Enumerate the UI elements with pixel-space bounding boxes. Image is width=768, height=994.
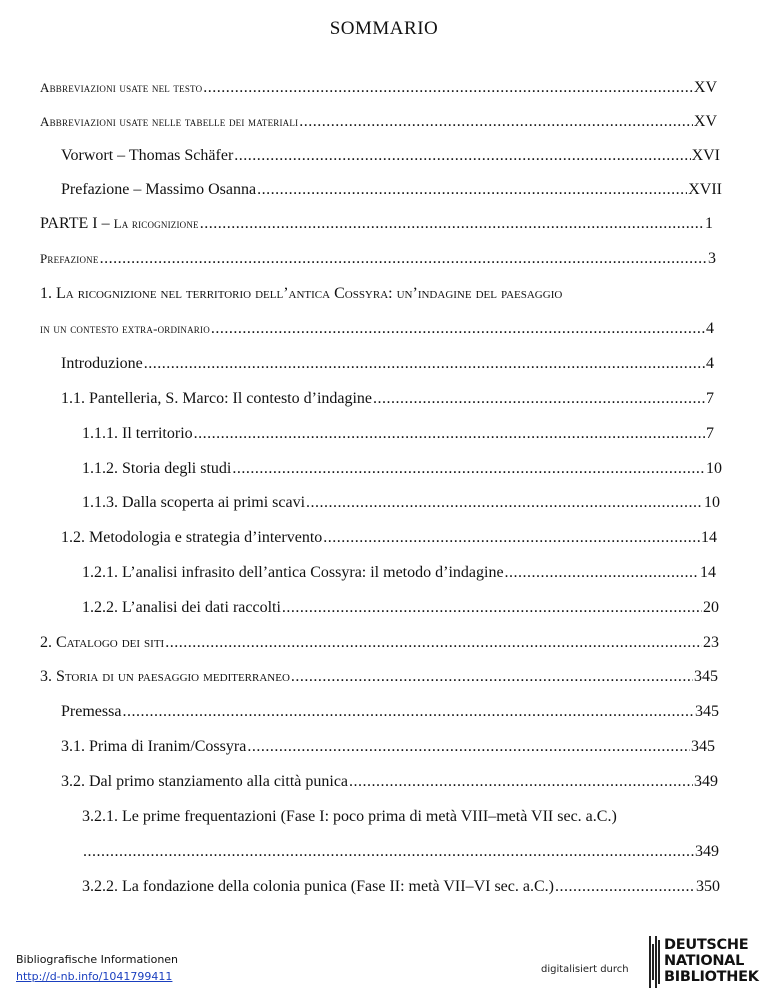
toc-entry: [82, 843, 719, 861]
toc-leader: [83, 843, 694, 861]
toc-entry-page: 23: [703, 634, 719, 651]
part-number: PARTE I –: [40, 215, 114, 232]
toc-leader: [291, 668, 693, 686]
toc-entry: [40, 79, 717, 97]
toc-entry-page: 10: [704, 494, 720, 511]
bibliographic-info: [16, 951, 178, 985]
toc-entry-label: Prefazione – Massimo Osanna: [61, 181, 257, 198]
toc-entry-page: 345: [695, 703, 719, 720]
toc-entry-label: 2. Catalogo dei siti: [40, 634, 165, 651]
toc-entry-page: 14: [701, 529, 717, 546]
toc-entry-page: 349: [695, 843, 719, 860]
toc-entry-label: 1.1.2. Storia degli studi: [82, 460, 232, 477]
toc-entry-page: XVII: [688, 181, 722, 198]
toc-entry-page: XV: [693, 113, 717, 130]
toc-entry: [40, 320, 714, 338]
toc-leader: [203, 79, 693, 97]
toc-leader: [194, 425, 705, 443]
toc-leader: [122, 703, 694, 721]
toc-entry-label: 1. La ricognizione nel territorio dell’antica Cossyra: un’indagine del paesaggio: [40, 285, 563, 302]
dnb-logo-line1: DEUTSCHE: [664, 937, 749, 953]
toc-entry: [82, 564, 716, 582]
toc-leader: [323, 529, 700, 547]
dnb-logo-line3: BIBLIOTHEK: [664, 969, 759, 985]
toc-entry: [40, 634, 719, 652]
toc-entry: [40, 113, 717, 131]
toc-entry-page: 345: [694, 668, 718, 685]
toc-leader: [211, 320, 705, 338]
toc-entry-page: 1: [705, 215, 713, 232]
toc-entry: [61, 738, 715, 756]
toc-entry-heading: [82, 808, 722, 826]
toc-entry: [61, 390, 714, 408]
toc-entry-label: Introduzione: [61, 355, 143, 372]
toc-entry-page: XV: [693, 79, 717, 96]
toc-leader: [100, 250, 707, 268]
toc-entry-heading: [40, 285, 730, 303]
dnb-logo: [649, 936, 759, 988]
toc-entry-page: 10: [706, 460, 722, 477]
toc-entry: [61, 147, 720, 165]
toc-leader: [247, 738, 690, 756]
toc-leader: [232, 460, 705, 478]
toc-entry-page: 7: [706, 390, 714, 407]
toc-entry-label: in un contesto extra-ordinario: [40, 321, 210, 336]
toc-entry: [40, 215, 713, 233]
toc-entry-page: 20: [703, 599, 719, 616]
toc-leader: [299, 113, 693, 131]
page-title: SOMMARIO: [329, 18, 439, 39]
toc-entry: [82, 599, 719, 617]
toc-leader: [257, 181, 687, 199]
toc-entry-label: Abbreviazioni usate nel testo: [40, 80, 203, 95]
dnb-logo-bars-icon: [649, 936, 662, 988]
toc-entry-page: 4: [706, 355, 714, 372]
toc-entry-label: Prefazione: [40, 251, 99, 266]
toc-entry: [61, 529, 717, 547]
toc-entry-page: 345: [691, 738, 715, 755]
toc-entry: [61, 703, 719, 721]
toc-entry-label: Premessa: [61, 703, 122, 720]
toc-entry-label: 3.1. Prima di Iranim/Cossyra: [61, 738, 247, 755]
toc-entry-page: 7: [706, 425, 714, 442]
toc-entry: [82, 494, 720, 512]
toc-entry-label: Vorwort – Thomas Schäfer: [61, 147, 234, 164]
toc-entry: [82, 878, 720, 896]
toc-entry-page: 3: [708, 250, 716, 267]
toc-entry: [82, 460, 722, 478]
toc-entry-label: 1.2. Metodologia e strategia d’intervento: [61, 529, 323, 546]
toc-leader: [349, 773, 693, 791]
part-title: La ricognizione: [113, 216, 199, 231]
toc-entry: [40, 668, 718, 686]
toc-entry: [82, 425, 714, 443]
toc-entry-page: 350: [696, 878, 720, 895]
toc-entry-page: XVI: [691, 147, 720, 164]
toc-entry: [61, 773, 718, 791]
toc-leader: [373, 390, 705, 408]
bibliographic-info-label: Bibliografische Informationen: [16, 953, 179, 966]
toc-leader: [306, 494, 703, 512]
toc-leader: [555, 878, 695, 896]
toc-entry-page: 4: [706, 320, 714, 337]
toc-entry-label: 1.1. Pantelleria, S. Marco: Il contesto d’indagine: [61, 390, 373, 407]
toc-leader: [234, 147, 690, 165]
digitized-by-label: digitalisiert durch: [541, 964, 629, 975]
toc-entry-page: 349: [694, 773, 718, 790]
toc-entry-label: 1.2.2. L’analisi dei dati raccolti: [82, 599, 281, 616]
toc-entry: [40, 250, 716, 268]
toc-entry-label: 1.2.1. L’analisi infrasito dell’antica Cossyra: il metodo d’indagine: [82, 564, 504, 581]
toc-entry-page: 14: [700, 564, 716, 581]
bibliographic-info-link[interactable]: http://d-nb.info/1041799411: [16, 970, 173, 983]
toc-leader: [505, 564, 699, 582]
toc-entry-label: 1.1.3. Dalla scoperta ai primi scavi: [82, 494, 306, 511]
toc-leader: [282, 599, 702, 617]
toc-entry-label: 3.2.2. La fondazione della colonia punica (Fase II: metà VII–VI sec. a.C.): [82, 878, 554, 895]
toc-entry: [61, 181, 722, 199]
toc-entry-label: 3. Storia di un paesaggio mediterraneo: [40, 668, 290, 685]
toc-leader: [200, 215, 704, 233]
toc-entry-label: 3.2.1. Le prime frequentazioni (Fase I: poco prima di metà VIII–metà VII sec. a.C.): [82, 808, 617, 825]
toc-entry-label: 3.2. Dal primo stanziamento alla città punica: [61, 773, 349, 790]
dnb-logo-line2: NATIONAL: [664, 953, 745, 969]
toc-entry-label: 1.1.1. Il territorio: [82, 425, 193, 442]
toc-leader: [165, 634, 702, 652]
toc-entry: [61, 355, 714, 373]
toc-entry-label: Abbreviazioni usate nelle tabelle dei materiali: [40, 114, 299, 129]
toc-leader: [144, 355, 705, 373]
toc-entry-label: [40, 215, 199, 233]
